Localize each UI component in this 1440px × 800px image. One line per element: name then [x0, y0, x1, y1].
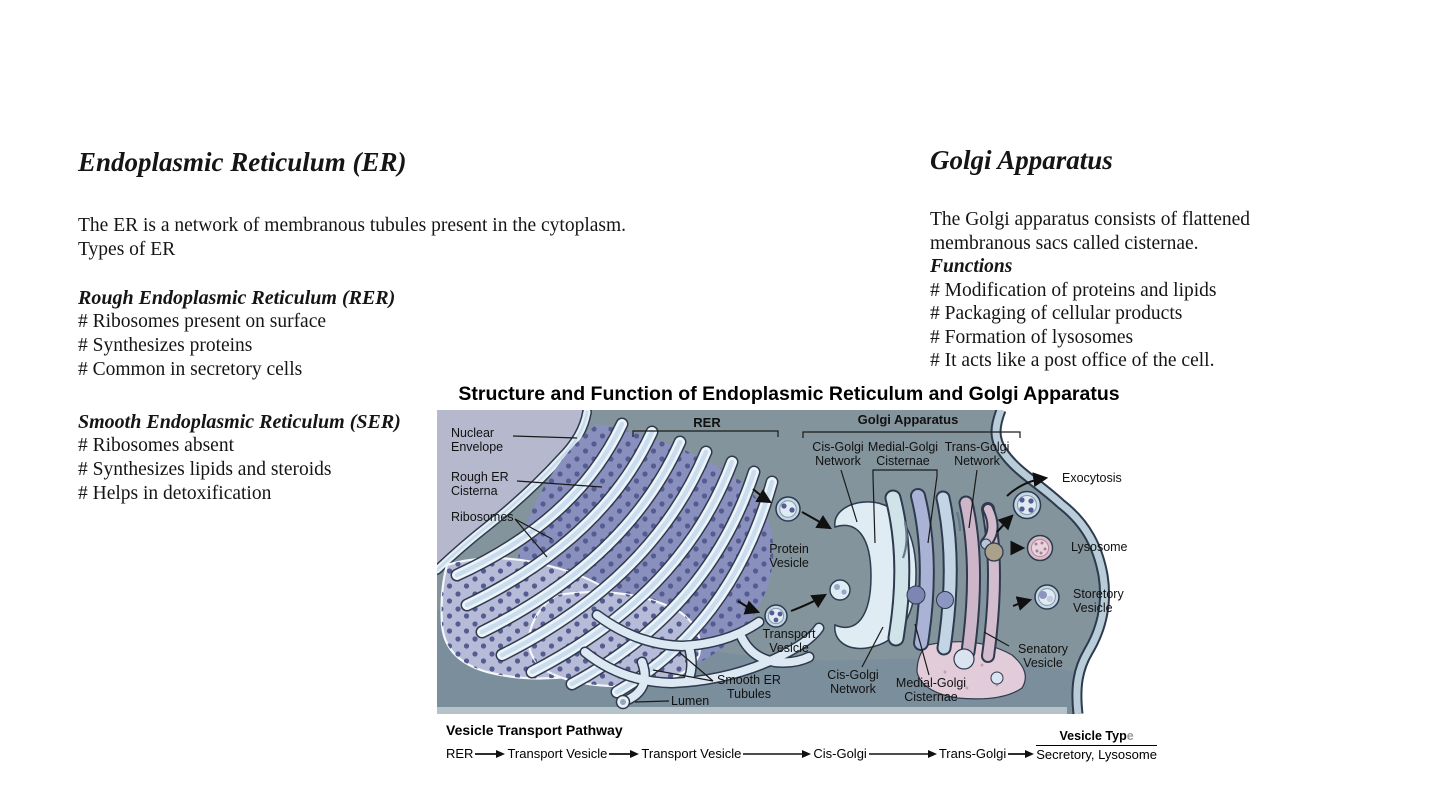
golgi-intro-line: The Golgi apparatus consists of flattened [930, 209, 1251, 230]
ser-heading: Smooth Endoplasmic Reticulum (SER) [78, 411, 401, 433]
er-intro-line: Types of ER [78, 239, 176, 260]
long-right-arrow-icon [869, 749, 937, 759]
label-senatory-vesicle: Senatory Vesicle [1017, 642, 1069, 670]
golgi-heading: Golgi Apparatus [930, 145, 1113, 175]
label-rough-er-cisterna: Rough ER Cisterna [451, 470, 509, 498]
rer-item: # Common in secretory cells [78, 359, 303, 380]
lysosome-bud [985, 543, 1003, 561]
rer-item: # Ribosomes present on surface [78, 311, 327, 332]
pathway-step: Cis-Golgi [813, 746, 867, 761]
ser-item: # Helps in detoxification [78, 483, 272, 504]
label-rer-bracket: RER [693, 415, 721, 430]
er-heading: Endoplasmic Reticulum (ER) [78, 147, 407, 177]
lysosome-shape [1028, 536, 1053, 561]
ser-item: # Ribosomes absent [78, 435, 234, 456]
transport-vesicle-shape [765, 605, 787, 627]
label-ribosomes: Ribosomes [451, 510, 514, 524]
golgi-function-item: # It acts like a post office of the cell. [930, 350, 1215, 371]
label-lumen: Lumen [671, 694, 710, 708]
golgi-functions-heading: Functions [930, 256, 1013, 277]
rer-item: # Synthesizes proteins [78, 335, 253, 356]
pathway-step: RER [446, 746, 474, 761]
diagram-title: Structure and Function of Endoplasmic Reticulum and Golgi Apparatus [458, 383, 1120, 405]
label-transport-vesicle: Transport Vesicle [762, 627, 816, 655]
golgi-intro-line: membranous sacs called cisternae. [930, 232, 1199, 254]
vesicle-type-label: Vesicle Type [1059, 729, 1134, 743]
right-arrow-icon [475, 749, 505, 759]
label-medial-golgi-cisternae-top: Medial-Golgi Cisternae [867, 440, 939, 468]
label-medial-golgi-cisternae-bottom: Medial-Golgi Cisternae [895, 676, 967, 704]
pathway-result [1036, 729, 1157, 762]
storetory-vesicle-shape [1035, 585, 1059, 609]
pathway-step: Transport Vesicle [641, 746, 742, 761]
right-arrow-icon [1008, 749, 1034, 759]
label-smooth-er-tubules: Smooth ER Tubules [717, 673, 781, 701]
label-protein-vesicle: Protein Vesicle [769, 542, 809, 570]
label-lysosome: Lysosome [1071, 540, 1128, 554]
pathway-step: Transport Vesicle [507, 746, 608, 761]
rer-heading: Rough Endoplasmic Reticulum (RER) [78, 287, 396, 309]
exocytosis-vesicle-shape [1014, 492, 1041, 519]
photo-bottom-strip [437, 707, 1067, 714]
ser-item: # Synthesizes lipids and steroids [78, 459, 332, 480]
pathway-step: Trans-Golgi [938, 746, 1007, 761]
vesicle-transport-pathway [446, 722, 1157, 762]
right-arrow-icon [609, 749, 639, 759]
pathway-result-text: Secretory, Lysosome [1036, 747, 1157, 762]
label-cis-golgi-network-bottom: Cis-Golgi Network [827, 668, 879, 696]
er-intro-line: The ER is a network of membranous tubules present in the cytoplasm. [78, 215, 627, 236]
long-right-arrow-icon [743, 749, 811, 759]
label-golgi-bracket: Golgi Apparatus [857, 412, 959, 427]
golgi-function-item: # Formation of lysosomes [930, 326, 1134, 348]
golgi-function-item: # Modification of proteins and lipids [930, 279, 1217, 301]
label-cis-golgi-network-top: Cis-Golgi Network [812, 440, 864, 468]
golgi-section [930, 144, 1296, 373]
label-exocytosis: Exocytosis [1062, 471, 1122, 485]
label-nuclear-envelope: Nuclear Envelope [451, 426, 504, 454]
protein-vesicle-shape [776, 497, 800, 521]
er-golgi-diagram [437, 410, 1140, 714]
label-trans-golgi-network-top: Trans-Golgi Network [944, 440, 1010, 468]
golgi-function-item: # Packaging of cellular products [930, 303, 1183, 324]
pathway-heading: Vesicle Transport Pathway [446, 722, 623, 738]
label-storetory-vesicle: Storetory Vesicle [1073, 587, 1124, 615]
